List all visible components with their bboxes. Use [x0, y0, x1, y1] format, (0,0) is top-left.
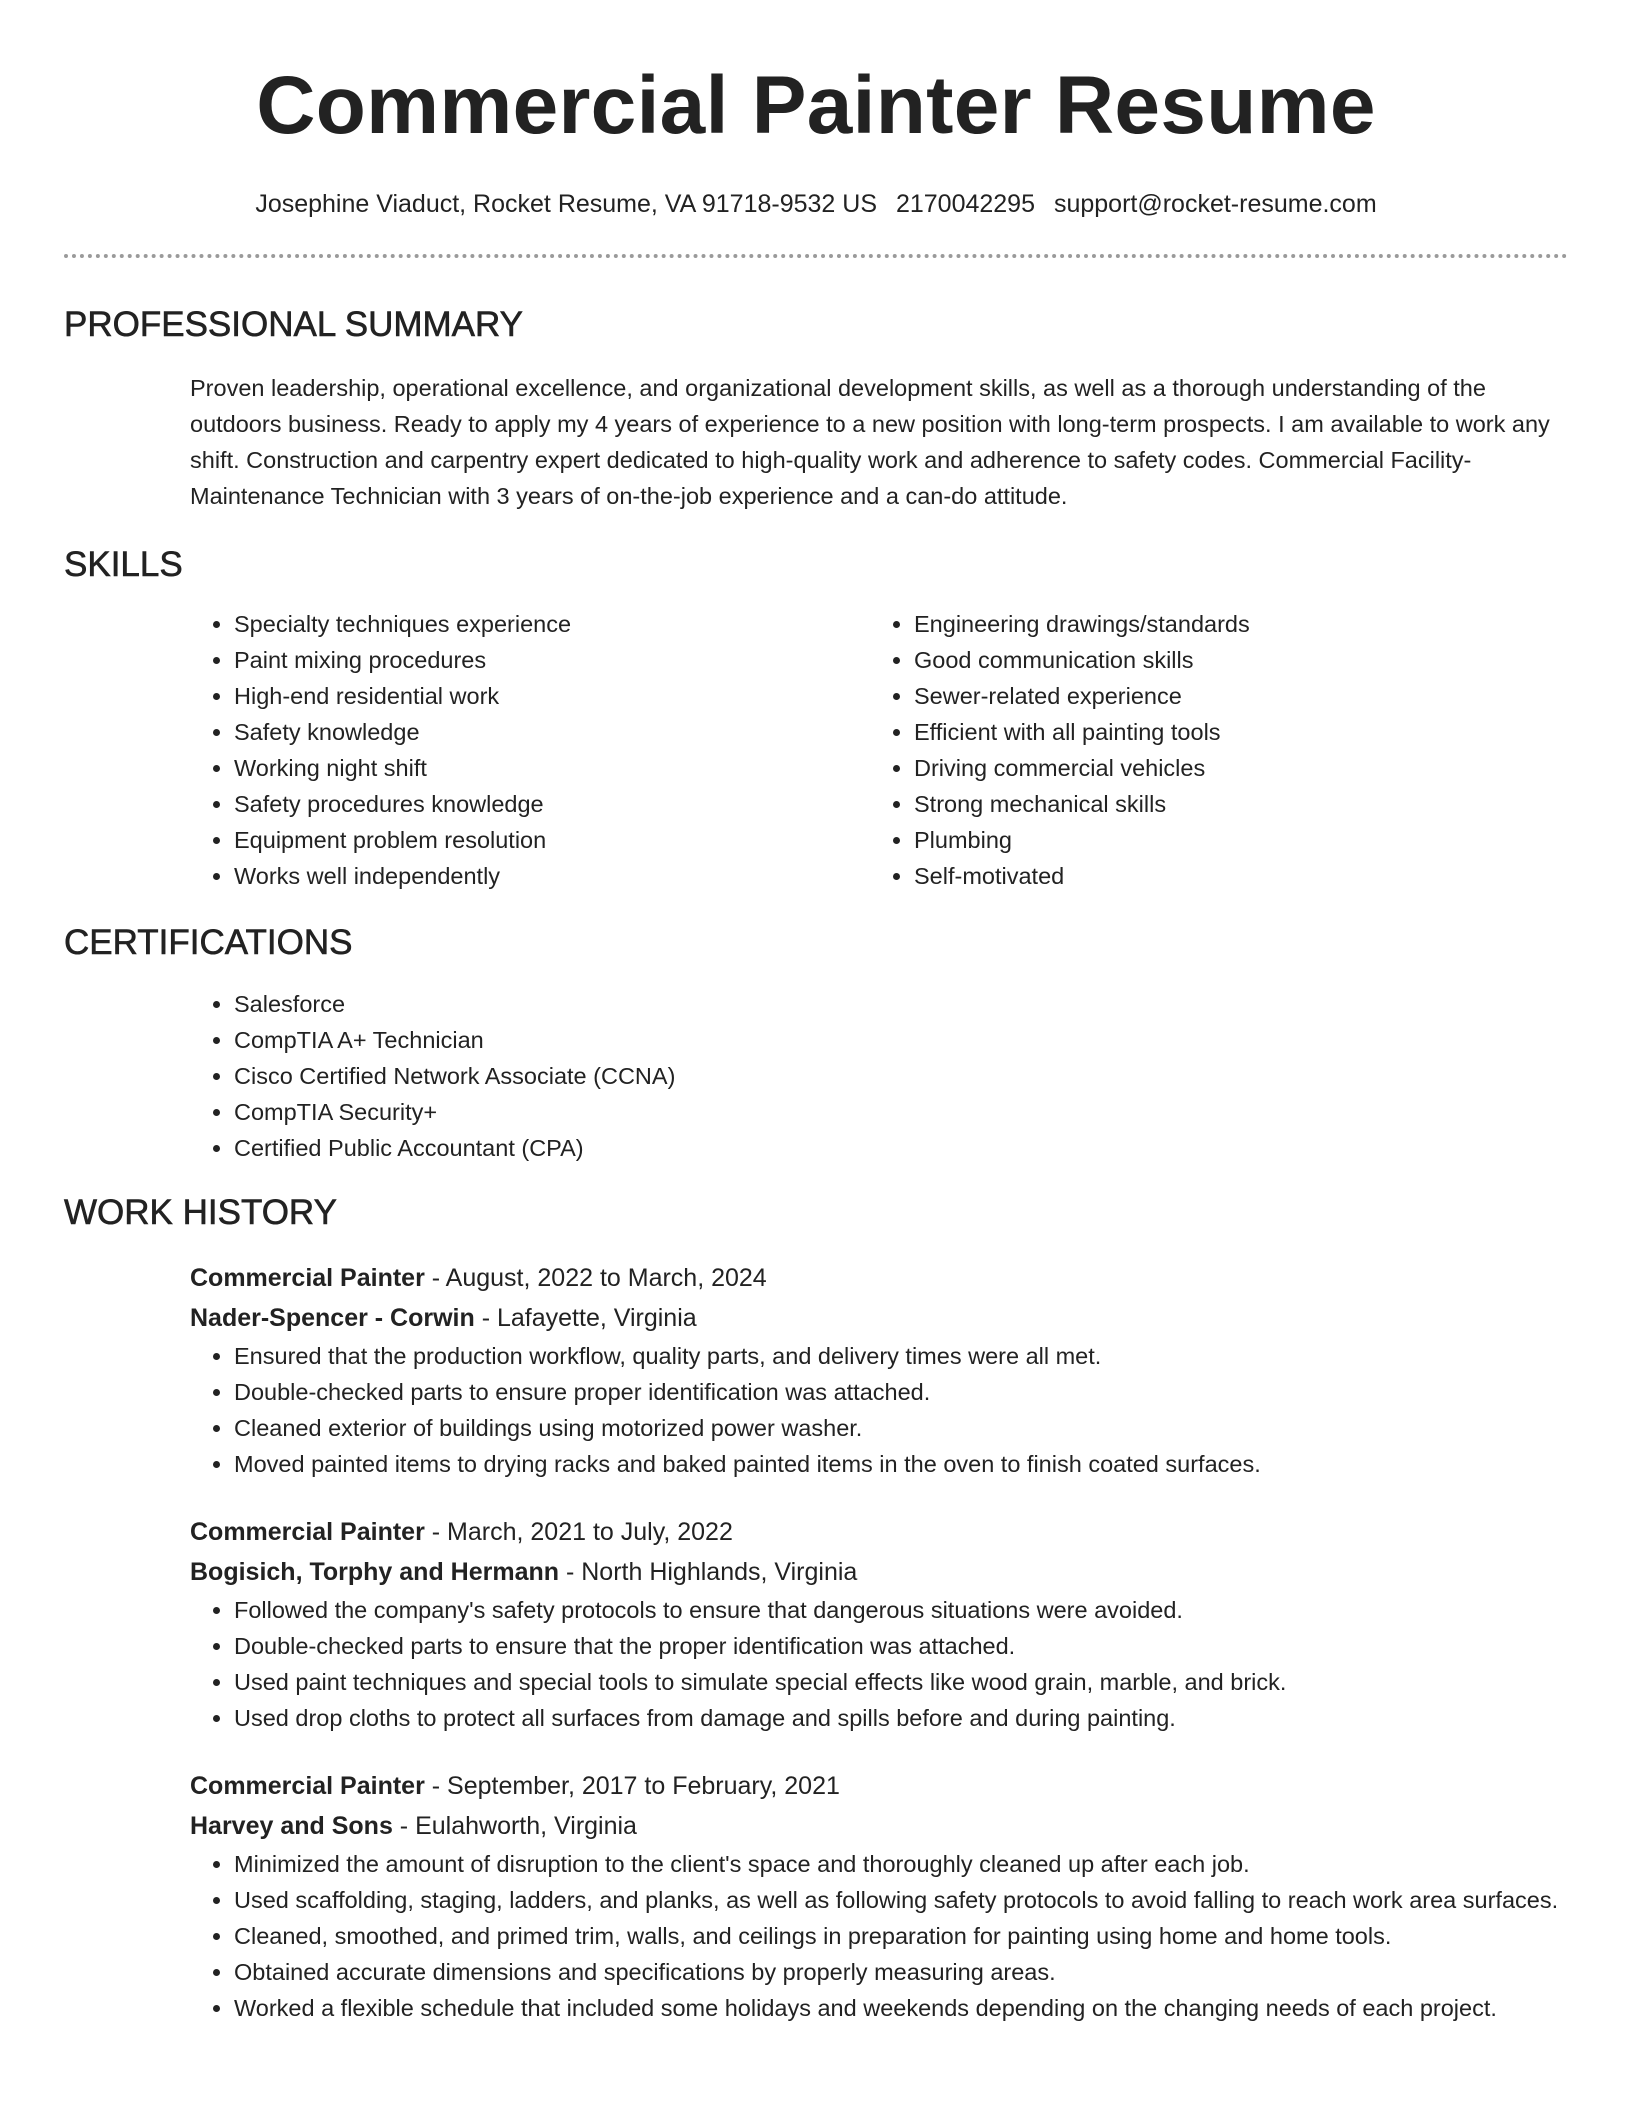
- job-dates: - March, 2021 to July, 2022: [424, 1518, 733, 1546]
- certification-item: • CompTIA Security+: [234, 1094, 1568, 1130]
- job-title-line: [190, 1512, 1568, 1552]
- job-duty-item: • Ensured that the production workflow, quality parts, and delivery times were all met.: [234, 1338, 1568, 1374]
- job-duty-item: • Double-checked parts to ensure that the proper identification was attached.: [234, 1628, 1568, 1664]
- skill-item: • Sewer-related experience: [914, 678, 1550, 714]
- job-entry: [190, 1766, 1568, 2026]
- skill-item: • Safety knowledge: [234, 714, 870, 750]
- skill-item: • Good communication skills: [914, 642, 1550, 678]
- section-heading-summary: PROFESSIONAL SUMMARY: [64, 305, 523, 344]
- job-duty-item: • Double-checked parts to ensure proper identification was attached.: [234, 1374, 1568, 1410]
- job-duties-list: [190, 1846, 1568, 2026]
- job-duty-item: • Worked a flexible schedule that included some holidays and weekends depending on the changing needs of each project.: [234, 1990, 1568, 2026]
- job-duty-item: • Cleaned, smoothed, and primed trim, walls, and ceilings in preparation for painting using home and home tools.: [234, 1918, 1568, 1954]
- job-duty-item: • Used scaffolding, staging, ladders, and planks, as well as following safety protocols to avoid falling to reach work area surfaces.: [234, 1882, 1568, 1918]
- skill-item: • Strong mechanical skills: [914, 786, 1550, 822]
- certifications-block: [190, 986, 1568, 1166]
- section-heading-skills: SKILLS: [64, 545, 183, 584]
- skill-item: • Equipment problem resolution: [234, 822, 870, 858]
- skills-list-left: [190, 606, 870, 894]
- skill-item: • Paint mixing procedures: [234, 642, 870, 678]
- job-title: Commercial Painter: [190, 1772, 425, 1800]
- skill-item: • Driving commercial vehicles: [914, 750, 1550, 786]
- job-duty-item: • Followed the company's safety protocols to ensure that dangerous situations were avoided.: [234, 1592, 1568, 1628]
- job-title-line: [190, 1766, 1568, 1806]
- job-company: Harvey and Sons: [190, 1812, 393, 1840]
- job-company: Nader-Spencer - Corwin: [190, 1304, 475, 1332]
- job-duty-item: • Moved painted items to drying racks and baked painted items in the oven to finish coated surfaces.: [234, 1446, 1568, 1482]
- certification-item: • Salesforce: [234, 986, 1568, 1022]
- skill-item: • Safety procedures knowledge: [234, 786, 870, 822]
- resume-title: Commercial Painter Resume: [256, 60, 1376, 151]
- job-duty-item: • Used drop cloths to protect all surfaces from damage and spills before and during painting.: [234, 1700, 1568, 1736]
- job-duty-item: • Minimized the amount of disruption to the client's space and thoroughly cleaned up after each job.: [234, 1846, 1568, 1882]
- job-location: - Eulahworth, Virginia: [392, 1812, 637, 1840]
- skill-item: • Engineering drawings/standards: [914, 606, 1550, 642]
- job-location: - North Highlands, Virginia: [559, 1558, 858, 1586]
- skill-item: • Efficient with all painting tools: [914, 714, 1550, 750]
- job-duty-item: • Obtained accurate dimensions and specifications by properly measuring areas.: [234, 1954, 1568, 1990]
- job-duty-item: • Used paint techniques and special tools to simulate special effects like wood grain, marble, and brick.: [234, 1664, 1568, 1700]
- contact-address: Josephine Viaduct, Rocket Resume, VA 91718-9532 US: [255, 190, 877, 218]
- contact-phone: 2170042295: [895, 190, 1035, 218]
- job-title-line: [190, 1258, 1568, 1298]
- job-duties-list: [190, 1338, 1568, 1482]
- job-duties-list: [190, 1592, 1568, 1736]
- job-dates: - September, 2017 to February, 2021: [424, 1772, 840, 1800]
- summary-text: Proven leadership, operational excellence, and organizational development skills, as well as a thorough understanding of the outdoors business. Ready to apply my 4 years of experience to a new position with long-term prospects. I am available to work any shift. Construction and carpentry expert dedicated to high-quality work and adherence to safety codes. Commercial Facility-Maintenance Technician with 3 years of on-the-job experience and a can-do attitude.: [190, 375, 1550, 509]
- skills-column-right: [870, 606, 1550, 894]
- job-company-line: [190, 1806, 1568, 1846]
- skills-columns: [190, 606, 1568, 894]
- section-heading-work-history: WORK HISTORY: [64, 1193, 337, 1232]
- skill-item: • Plumbing: [914, 822, 1550, 858]
- job-title: Commercial Painter: [190, 1264, 425, 1292]
- job-entry: [190, 1258, 1568, 1482]
- job-company-line: [190, 1552, 1568, 1592]
- contact-line: [64, 188, 1568, 220]
- job-entry: [190, 1512, 1568, 1736]
- skill-item: • Self-motivated: [914, 858, 1550, 894]
- certification-item: • Cisco Certified Network Associate (CCNA): [234, 1058, 1568, 1094]
- job-dates: - August, 2022 to March, 2024: [424, 1264, 767, 1292]
- skill-item: • Working night shift: [234, 750, 870, 786]
- job-company: Bogisich, Torphy and Hermann: [190, 1558, 560, 1586]
- job-company-line: [190, 1298, 1568, 1338]
- certification-item: • CompTIA A+ Technician: [234, 1022, 1568, 1058]
- skill-item: • High-end residential work: [234, 678, 870, 714]
- skills-column-left: [190, 606, 870, 894]
- skill-item: • Specialty techniques experience: [234, 606, 870, 642]
- certification-item: • Certified Public Accountant (CPA): [234, 1130, 1568, 1166]
- job-location: - Lafayette, Virginia: [474, 1304, 697, 1332]
- certifications-list: [190, 986, 1568, 1166]
- skills-list-right: [870, 606, 1550, 894]
- job-title: Commercial Painter: [190, 1518, 425, 1546]
- header-divider: [64, 254, 1568, 258]
- section-heading-certifications: CERTIFICATIONS: [64, 923, 353, 962]
- job-duty-item: • Cleaned exterior of buildings using motorized power washer.: [234, 1410, 1568, 1446]
- contact-email[interactable]: support@rocket-resume.com: [1053, 190, 1377, 218]
- skill-item: • Works well independently: [234, 858, 870, 894]
